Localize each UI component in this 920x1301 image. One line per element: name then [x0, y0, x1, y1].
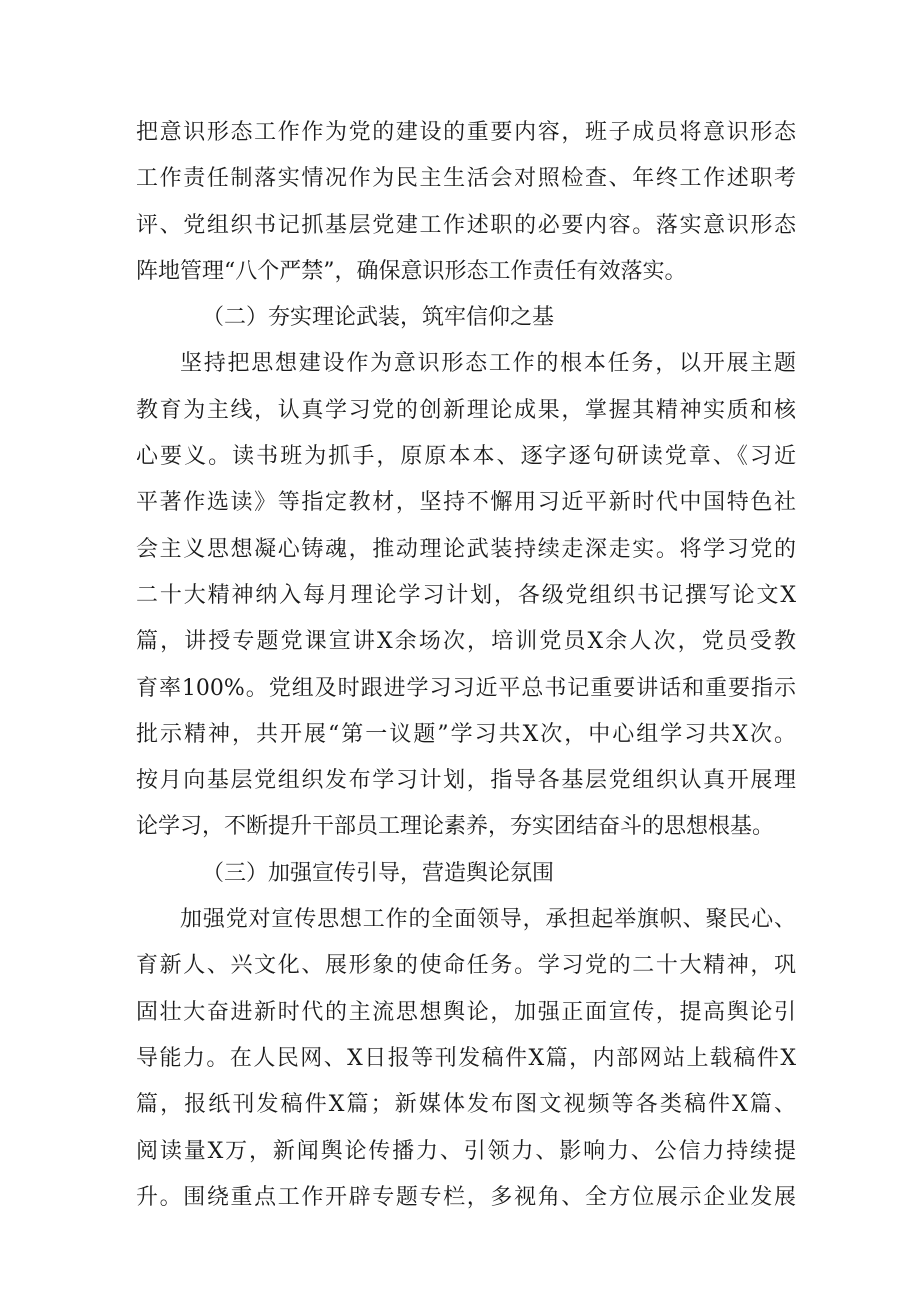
paragraph-line: 工作责任制落实情况作为民主生活会对照检查、年终工作述职考: [136, 166, 796, 192]
paragraph-line: 篇，讲授专题党课宣讲X余场次，培训党员X余人次，党员受教: [136, 629, 796, 655]
paragraph-line: 育率100%。党组及时跟进学习习近平总书记重要讲话和重要指示: [136, 675, 796, 701]
paragraph-line: 按月向基层党组织发布学习计划，指导各基层党组织认真开展理: [136, 768, 796, 794]
paragraph-line: 升。围绕重点工作开辟专题专栏，多视角、全方位展示企业发展: [136, 1184, 796, 1210]
paragraph-line: 坚持把思想建设作为意识形态工作的根本任务，以开展主题: [180, 351, 796, 377]
document-body: [136, 110, 796, 1221]
section-heading-2: （二）夯实理论武装，筑牢信仰之基: [202, 305, 555, 331]
paragraph-line: 评、党组织书记抓基层党建工作述职的必要内容。落实意识形态: [136, 212, 796, 238]
paragraph-line: 心要义。读书班为抓手，原原本本、逐字逐句研读党章、《习近: [136, 444, 796, 470]
paragraph-line: 教育为主线，认真学习党的创新理论成果，掌握其精神实质和核: [136, 397, 796, 423]
paragraph-line: 二十大精神纳入每月理论学习计划，各级党组织书记撰写论文X: [136, 582, 796, 608]
section-heading-3: （三）加强宣传引导，营造舆论氛围: [202, 860, 555, 886]
paragraph-line: 阅读量X万，新闻舆论传播力、引领力、影响力、公信力持续提: [136, 1138, 796, 1164]
paragraph-line: 加强党对宣传思想工作的全面领导，承担起举旗帜、聚民心、: [180, 907, 796, 933]
paragraph-line: 育新人、兴文化、展形象的使命任务。学习党的二十大精神，巩: [136, 953, 796, 979]
paragraph-line: 固壮大奋进新时代的主流思想舆论，加强正面宣传，提高舆论引: [136, 999, 796, 1025]
paragraph-line: 篇，报纸刊发稿件X篇；新媒体发布图文视频等各类稿件X篇、: [136, 1092, 796, 1118]
paragraph-line: 批示精神，共开展“第一议题”学习共X次，中心组学习共X次。: [136, 721, 796, 747]
paragraph-line: 阵地管理“八个严禁”，确保意识形态工作责任有效落实。: [136, 258, 687, 284]
paragraph-line: 导能力。在人民网、X日报等刊发稿件X篇，内部网站上载稿件X: [136, 1045, 796, 1071]
paragraph-line: 会主义思想凝心铸魂，推动理论武装持续走深走实。将学习党的: [136, 536, 796, 562]
paragraph-line: 把意识形态工作作为党的建设的重要内容，班子成员将意识形态: [136, 120, 796, 145]
paragraph-line: 平著作选读》等指定教材，坚持不懈用习近平新时代中国特色社: [136, 490, 796, 516]
paragraph-line: 论学习，不断提升干部员工理论素养，夯实团结奋斗的思想根基。: [136, 814, 775, 840]
